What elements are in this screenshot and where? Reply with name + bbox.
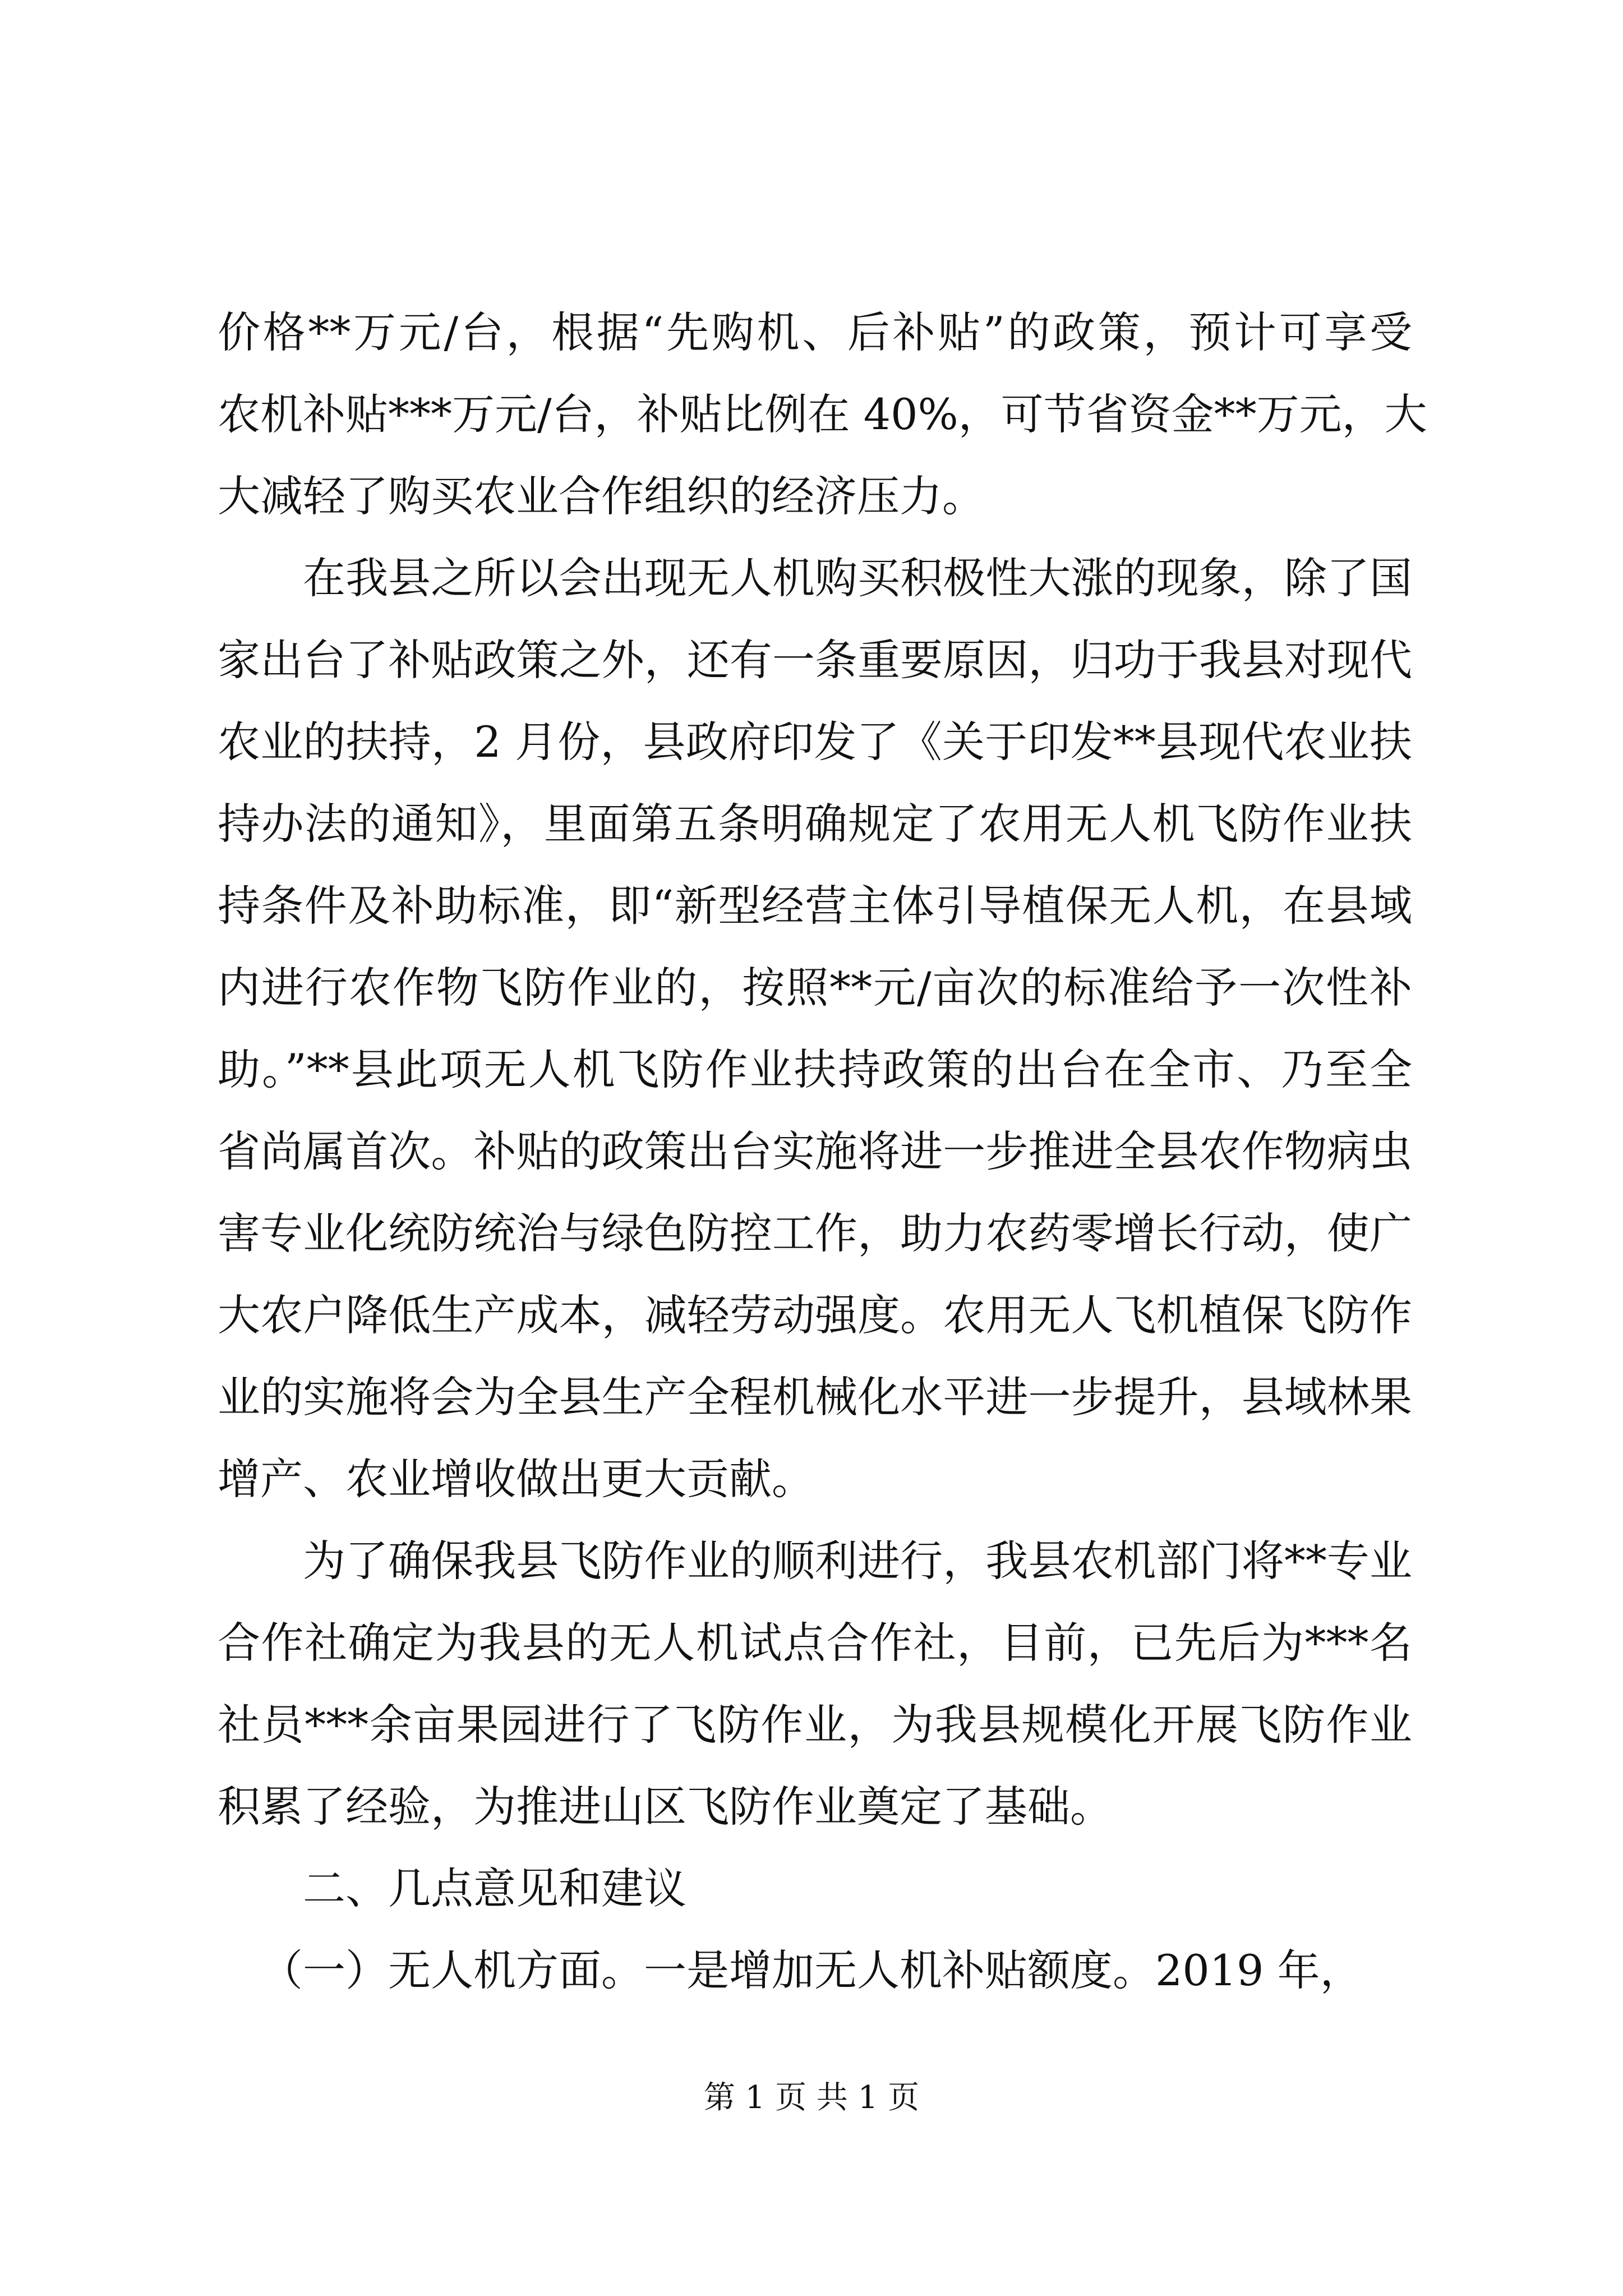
text-line: 大减轻了购买农业合作组织的经济压力。: [218, 471, 985, 521]
text-line: 合作社确定为我县的无人机试点合作社，目前，已先后为***名: [218, 1618, 1412, 1668]
page-footer: 第 1 页 共 1 页: [703, 2079, 920, 2116]
text-line: 持办法的通知》，里面第五条明确规定了农用无人机飞防作业扶: [218, 799, 1412, 849]
text-line: 农业的扶持，2 月份，县政府印发了《关于印发**县现代农业扶: [218, 717, 1412, 767]
subsection-line: （一）无人机方面。一是增加无人机补贴额度。2019 年，: [260, 1945, 1363, 1995]
text-line: 农机补贴***万元/台，补贴比例在 40%，可节省资金**万元，大: [218, 389, 1427, 439]
text-line: 内进行农作物飞防作业的，按照**元/亩次的标准给予一次性补: [218, 963, 1412, 1013]
text-line: 省尚属首次。补贴的政策出台实施将进一步推进全县农作物病虫: [218, 1126, 1412, 1176]
text-line: 害专业化统防统治与绿色防控工作，助力农药零增长行动，使广: [218, 1208, 1412, 1258]
section-heading: 二、几点意见和建议: [303, 1864, 686, 1913]
document-body: [218, 292, 1427, 2012]
paragraph-first-line: 为了确保我县飞防作业的顺利进行，我县农机部门将**专业: [303, 1536, 1412, 1586]
text-line: 增产、农业增收做出更大贡献。: [218, 1454, 814, 1504]
paragraph-first-line: 在我县之所以会出现无人机购买积极性大涨的现象，除了国: [303, 553, 1412, 603]
text-line: 家出台了补贴政策之外，还有一条重要原因，归功于我县对现代: [218, 635, 1412, 685]
text-line: 大农户降低生产成本，减轻劳动强度。农用无人飞机植保飞防作: [218, 1290, 1412, 1340]
text-line: 助。”**县此项无人机飞防作业扶持政策的出台在全市、乃至全: [218, 1045, 1412, 1094]
text-line: 持条件及补助标准，即“新型经营主体引导植保无人机，在县域: [218, 881, 1412, 931]
text-line: 业的实施将会为全县生产全程机械化水平进一步提升，县域林果: [218, 1372, 1412, 1422]
text-line: 价格**万元/台，根据“先购机、后补贴”的政策，预计可享受: [218, 307, 1412, 357]
text-line: 积累了经验，为推进山区飞防作业奠定了基础。: [218, 1782, 1113, 1832]
text-line: 社员***余亩果园进行了飞防作业，为我县规模化开展飞防作业: [218, 1700, 1412, 1750]
